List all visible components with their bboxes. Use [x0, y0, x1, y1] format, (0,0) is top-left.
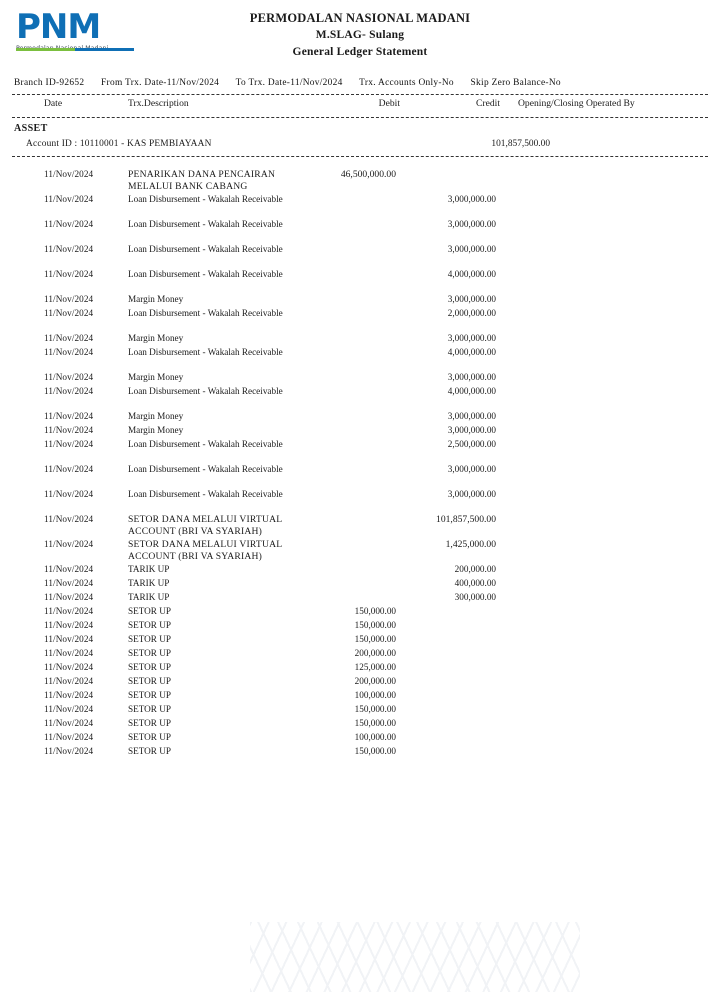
row-date: 11/Nov/2024 [44, 564, 94, 574]
table-row [0, 718, 720, 730]
table-row [0, 411, 720, 423]
row-credit: 2,000,000.00 [447, 308, 496, 318]
row-debit: 150,000.00 [354, 718, 396, 728]
row-debit: 150,000.00 [354, 620, 396, 630]
row-description: Margin Money [128, 411, 184, 421]
row-credit: 3,000,000.00 [447, 411, 496, 421]
table-row [0, 308, 720, 331]
table-row [0, 564, 720, 576]
row-date: 11/Nov/2024 [44, 676, 94, 686]
row-debit: 150,000.00 [354, 704, 396, 714]
row-credit: 4,000,000.00 [447, 347, 496, 357]
table-row [0, 386, 720, 409]
row-date: 11/Nov/2024 [44, 539, 94, 549]
report-header [0, 0, 720, 72]
table-row [0, 690, 720, 702]
column-headers [0, 98, 720, 114]
row-date: 11/Nov/2024 [44, 690, 94, 700]
table-row [0, 620, 720, 632]
row-credit: 3,000,000.00 [447, 244, 496, 254]
row-credit: 3,000,000.00 [447, 425, 496, 435]
row-description: Loan Disbursement - Wakalah Receivable [128, 194, 283, 204]
row-debit: 200,000.00 [354, 676, 396, 686]
row-date: 11/Nov/2024 [44, 662, 94, 672]
row-description: SETOR UP [128, 718, 171, 728]
row-description: SETOR UP [128, 676, 171, 686]
column-header-debit: Debit [378, 98, 400, 109]
row-date: 11/Nov/2024 [44, 347, 94, 357]
row-credit: 3,000,000.00 [447, 194, 496, 204]
row-date: 11/Nov/2024 [44, 372, 94, 382]
row-date: 11/Nov/2024 [44, 169, 94, 179]
row-date: 11/Nov/2024 [44, 194, 94, 204]
row-description: SETOR DANA MELALUI VIRTUAL ACCOUNT (BRI VA SYARIAH) [128, 539, 282, 562]
table-row [0, 539, 720, 562]
row-description: Loan Disbursement - Wakalah Receivable [128, 269, 283, 279]
row-credit: 2,500,000.00 [447, 439, 496, 449]
divider-under-columns [12, 117, 708, 118]
table-row [0, 169, 720, 192]
account-id-label: Account ID : 10110001 - KAS PEMBIAYAAN [26, 139, 212, 149]
row-credit: 3,000,000.00 [447, 333, 496, 343]
table-row [0, 704, 720, 716]
row-description: SETOR UP [128, 690, 171, 700]
table-row [0, 347, 720, 370]
row-credit: 400,000.00 [454, 578, 496, 588]
row-credit: 101,857,500.00 [436, 514, 496, 525]
row-description: Loan Disbursement - Wakalah Receivable [128, 308, 283, 318]
row-debit: 125,000.00 [354, 662, 396, 672]
row-date: 11/Nov/2024 [44, 704, 94, 714]
account-header [0, 139, 720, 153]
row-debit: 150,000.00 [354, 634, 396, 644]
column-header-date: Date [44, 98, 63, 109]
row-description: SETOR UP [128, 620, 171, 630]
row-description: SETOR UP [128, 704, 171, 714]
table-row [0, 634, 720, 646]
row-credit: 3,000,000.00 [447, 294, 496, 304]
row-debit: 100,000.00 [354, 690, 396, 700]
table-row [0, 648, 720, 660]
row-description: Loan Disbursement - Wakalah Receivable [128, 219, 283, 229]
row-description: PENARIKAN DANA PENCAIRAN MELALUI BANK CABANG [128, 169, 276, 192]
row-description: SETOR UP [128, 606, 171, 616]
row-description: Margin Money [128, 294, 184, 304]
row-description: TARIK UP [128, 564, 170, 574]
row-date: 11/Nov/2024 [44, 606, 94, 616]
row-date: 11/Nov/2024 [44, 411, 94, 421]
row-debit: 200,000.00 [354, 648, 396, 658]
row-debit: 150,000.00 [354, 606, 396, 616]
report-title: General Ledger Statement [292, 46, 428, 58]
table-row [0, 732, 720, 744]
table-row [0, 662, 720, 674]
company-name: PERMODALAN NASIONAL MADANI [249, 11, 471, 25]
pnm-logo [16, 7, 144, 52]
table-row [0, 333, 720, 345]
row-date: 11/Nov/2024 [44, 425, 94, 435]
branch-name: M.SLAG- Sulang [315, 29, 405, 41]
table-row [0, 269, 720, 292]
filter-to-date: To Trx. Date-11/Nov/2024 [235, 78, 343, 88]
table-row [0, 578, 720, 590]
row-credit: 3,000,000.00 [447, 464, 496, 474]
column-header-description: Trx.Description [128, 98, 189, 109]
row-description: Loan Disbursement - Wakalah Receivable [128, 244, 283, 254]
row-credit: 4,000,000.00 [447, 386, 496, 396]
filter-line [0, 78, 720, 88]
row-credit: 1,425,000.00 [445, 539, 496, 550]
divider-top [12, 94, 708, 95]
row-description: SETOR UP [128, 732, 171, 742]
row-credit: 3,000,000.00 [447, 372, 496, 382]
row-date: 11/Nov/2024 [44, 732, 94, 742]
row-date: 11/Nov/2024 [44, 386, 94, 396]
table-row [0, 514, 720, 537]
row-description: Margin Money [128, 333, 184, 343]
table-row [0, 746, 720, 758]
filter-skip-zero-balance: Skip Zero Balance-No [470, 78, 561, 88]
row-description: Loan Disbursement - Wakalah Receivable [128, 386, 283, 396]
row-description: Loan Disbursement - Wakalah Receivable [128, 439, 283, 449]
table-row [0, 464, 720, 487]
table-row [0, 489, 720, 512]
column-header-credit: Credit [476, 98, 500, 109]
row-date: 11/Nov/2024 [44, 333, 94, 343]
row-description: TARIK UP [128, 592, 170, 602]
filter-from-date: From Trx. Date-11/Nov/2024 [101, 78, 220, 88]
row-description: SETOR UP [128, 634, 171, 644]
row-credit: 4,000,000.00 [447, 269, 496, 279]
row-date: 11/Nov/2024 [44, 308, 94, 318]
row-description: SETOR DANA MELALUI VIRTUAL ACCOUNT (BRI VA SYARIAH) [128, 514, 282, 537]
row-date: 11/Nov/2024 [44, 439, 94, 449]
row-date: 11/Nov/2024 [44, 592, 94, 602]
row-credit: 200,000.00 [454, 564, 496, 574]
row-description: SETOR UP [128, 746, 171, 756]
row-date: 11/Nov/2024 [44, 746, 94, 756]
table-row [0, 425, 720, 437]
table-row [0, 294, 720, 306]
column-header-opening-closing: Opening/Closing Operated By [518, 98, 635, 109]
table-row [0, 676, 720, 688]
table-row [0, 219, 720, 242]
row-date: 11/Nov/2024 [44, 489, 94, 499]
row-description: SETOR UP [128, 648, 171, 658]
transaction-list [0, 169, 720, 758]
row-description: Loan Disbursement - Wakalah Receivable [128, 489, 283, 499]
row-description: Margin Money [128, 425, 184, 435]
row-debit: 100,000.00 [354, 732, 396, 742]
row-description: Margin Money [128, 372, 184, 382]
table-row [0, 592, 720, 604]
row-debit: 150,000.00 [354, 746, 396, 756]
table-row [0, 244, 720, 267]
table-row [0, 194, 720, 217]
table-row [0, 606, 720, 618]
row-date: 11/Nov/2024 [44, 718, 94, 728]
row-date: 11/Nov/2024 [44, 269, 94, 279]
row-description: Loan Disbursement - Wakalah Receivable [128, 347, 283, 357]
row-date: 11/Nov/2024 [44, 634, 94, 644]
row-credit: 3,000,000.00 [447, 219, 496, 229]
row-date: 11/Nov/2024 [44, 514, 94, 524]
row-date: 11/Nov/2024 [44, 219, 94, 229]
filter-branch-id: Branch ID-92652 [14, 78, 85, 88]
row-date: 11/Nov/2024 [44, 648, 94, 658]
row-date: 11/Nov/2024 [44, 620, 94, 630]
row-date: 11/Nov/2024 [44, 244, 94, 254]
filter-trx-accounts-only: Trx. Accounts Only-No [359, 78, 454, 88]
row-date: 11/Nov/2024 [44, 578, 94, 588]
row-description: SETOR UP [128, 662, 171, 672]
table-row [0, 372, 720, 384]
row-debit: 46,500,000.00 [340, 169, 396, 180]
divider-under-account [12, 156, 708, 157]
logo-wordmark: PNM [16, 7, 101, 47]
account-opening-balance: 101,857,500.00 [491, 139, 550, 149]
row-credit: 3,000,000.00 [447, 489, 496, 499]
row-date: 11/Nov/2024 [44, 464, 94, 474]
section-asset-label: ASSET [14, 123, 48, 134]
row-credit: 300,000.00 [454, 592, 496, 602]
logo-accent-bar [16, 48, 134, 51]
table-row [0, 439, 720, 462]
row-description: Loan Disbursement - Wakalah Receivable [128, 464, 283, 474]
row-date: 11/Nov/2024 [44, 294, 94, 304]
row-description: TARIK UP [128, 578, 170, 588]
scan-watermark [250, 922, 580, 992]
